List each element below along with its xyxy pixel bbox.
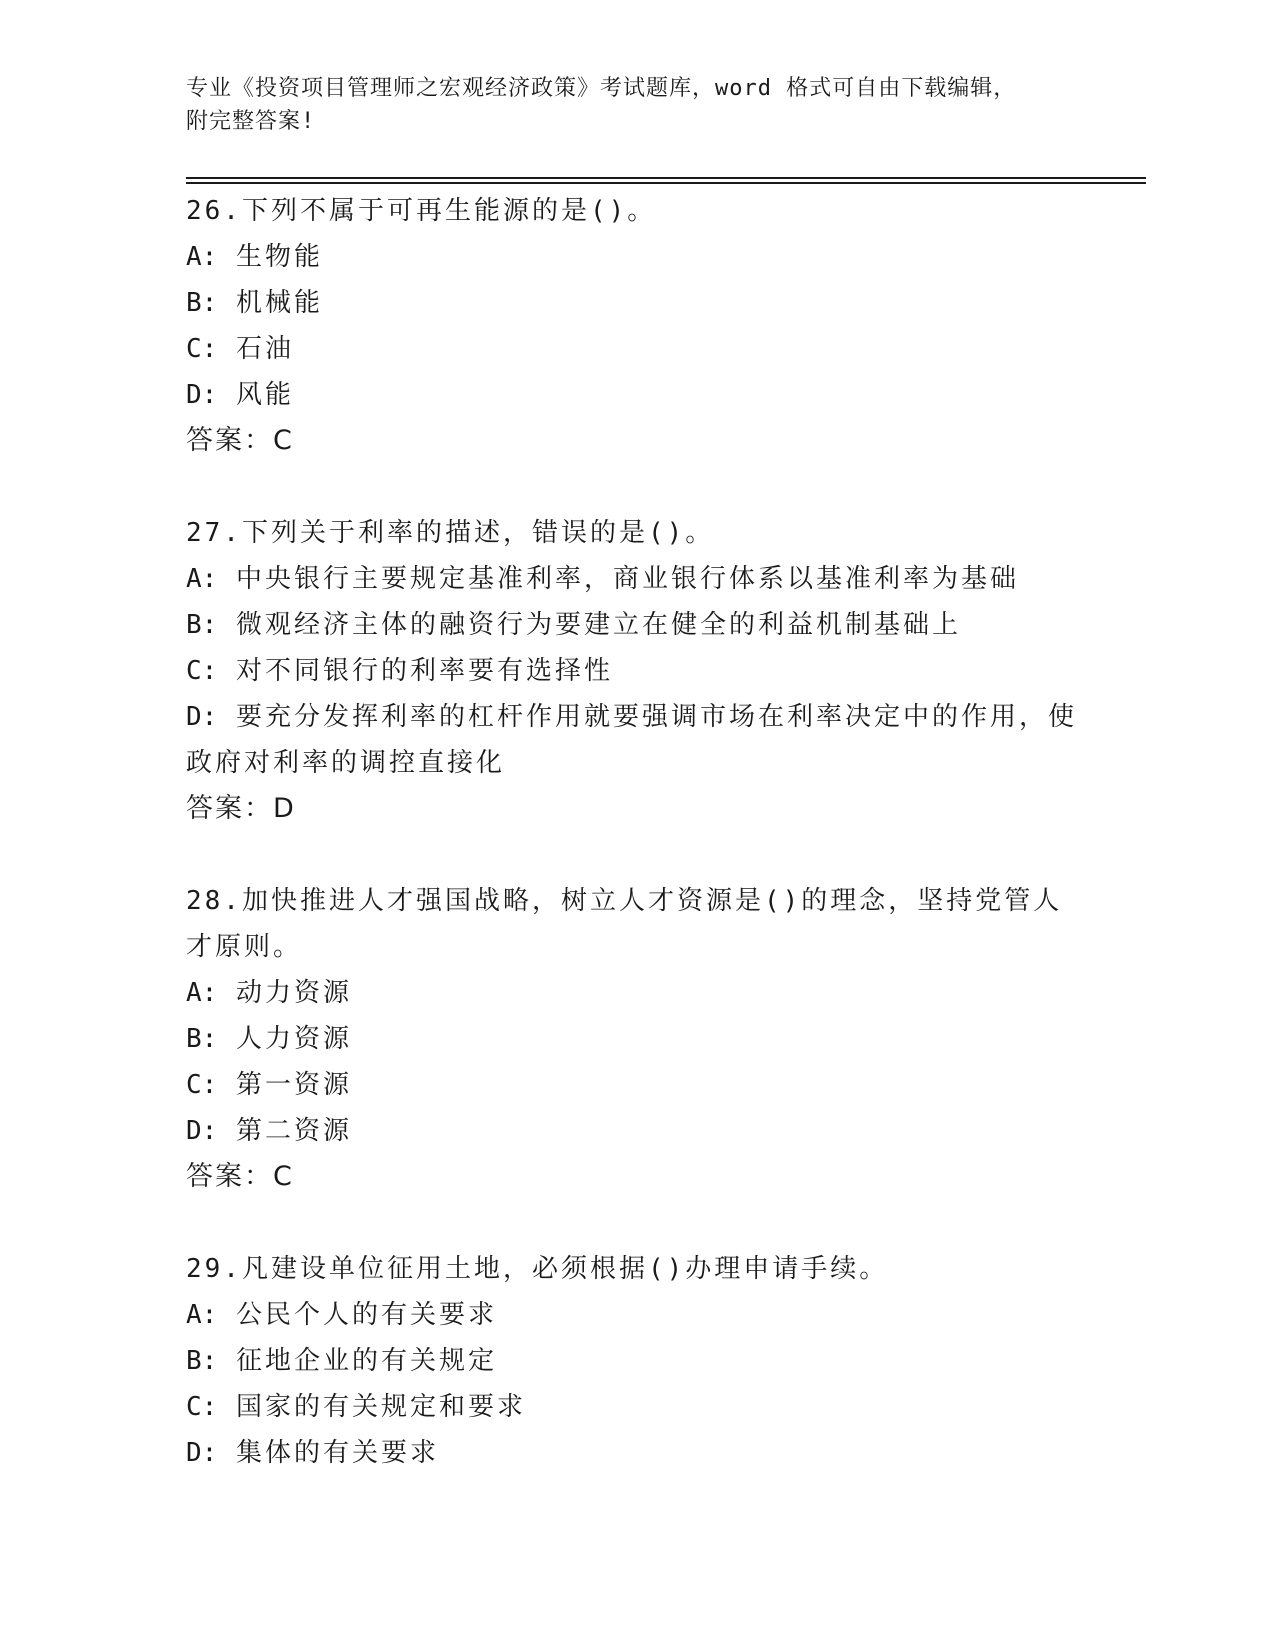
document-header: [186, 72, 1086, 138]
option-d: [186, 1108, 1086, 1154]
option-key: D:: [186, 380, 218, 410]
question-29: [186, 1246, 1086, 1476]
option-text: 机械能: [235, 288, 323, 318]
option-d: [186, 372, 1086, 418]
header-divider-bottom: [186, 182, 1146, 184]
question-27: [186, 510, 1086, 832]
option-key: A:: [186, 978, 218, 1008]
option-d: [186, 1430, 1086, 1476]
option-text: 风能: [235, 380, 294, 410]
option-key: A:: [186, 564, 218, 594]
header-line-2: 附完整答案!: [186, 109, 316, 134]
option-text: 第一资源: [235, 1070, 352, 1100]
option-key: B:: [186, 288, 218, 318]
option-key: C:: [186, 1392, 218, 1422]
option-text: 石油: [235, 334, 294, 364]
option-text: 国家的有关规定和要求: [235, 1392, 526, 1422]
option-b: [186, 280, 1086, 326]
question-stem: 28.加快推进人才强国战略，树立人才资源是()的理念，坚持党管人才原则。: [186, 886, 1063, 962]
question-26: [186, 188, 1086, 464]
option-key: C:: [186, 1070, 218, 1100]
option-key: C:: [186, 334, 218, 364]
option-key: D:: [186, 1438, 218, 1468]
option-text: 征地企业的有关规定: [235, 1346, 497, 1376]
option-b: [186, 1016, 1086, 1062]
option-a: [186, 1292, 1086, 1338]
option-c: [186, 326, 1086, 372]
answer-line: 答案：C: [186, 1161, 294, 1192]
option-a: [186, 970, 1086, 1016]
option-key: C:: [186, 656, 218, 686]
answer-line: 答案：D: [186, 793, 296, 824]
option-c: [186, 1062, 1086, 1108]
question-stem: 26.下列不属于可再生能源的是()。: [186, 196, 657, 226]
option-a: [186, 556, 1086, 602]
option-key: B:: [186, 610, 218, 640]
option-text: 微观经济主体的融资行为要建立在健全的利益机制基础上: [235, 610, 961, 640]
question-stem: 27.下列关于利率的描述，错误的是()。: [186, 518, 715, 548]
question-list: [186, 188, 1086, 1522]
option-text: 动力资源: [235, 978, 352, 1008]
option-c: [186, 648, 1086, 694]
option-key: A:: [186, 242, 218, 272]
option-text: 公民个人的有关要求: [235, 1300, 497, 1330]
header-divider-top: [186, 177, 1146, 179]
answer-line: 答案：C: [186, 425, 294, 456]
option-text: 第二资源: [235, 1116, 352, 1146]
option-text: 要充分发挥利率的杠杆作用就要强调市场在利率决定中的作用，使政府对利率的调控直接化: [186, 702, 1077, 778]
option-text: 人力资源: [235, 1024, 352, 1054]
header-line-1: 专业《投资项目管理师之宏观经济政策》考试题库，word 格式可自由下载编辑，: [186, 76, 1017, 101]
option-text: 生物能: [235, 242, 323, 272]
option-a: [186, 234, 1086, 280]
option-key: B:: [186, 1024, 218, 1054]
option-key: D:: [186, 1116, 218, 1146]
option-b: [186, 602, 1086, 648]
option-key: D:: [186, 702, 218, 732]
question-28: [186, 878, 1086, 1200]
option-text: 对不同银行的利率要有选择性: [235, 656, 613, 686]
option-b: [186, 1338, 1086, 1384]
question-stem: 29.凡建设单位征用土地，必须根据()办理申请手续。: [186, 1254, 889, 1284]
option-d: [186, 694, 1086, 786]
option-key: A:: [186, 1300, 218, 1330]
option-text: 集体的有关要求: [235, 1438, 439, 1468]
option-text: 中央银行主要规定基准利率，商业银行体系以基准利率为基础: [235, 564, 1019, 594]
option-key: B:: [186, 1346, 218, 1376]
option-c: [186, 1384, 1086, 1430]
